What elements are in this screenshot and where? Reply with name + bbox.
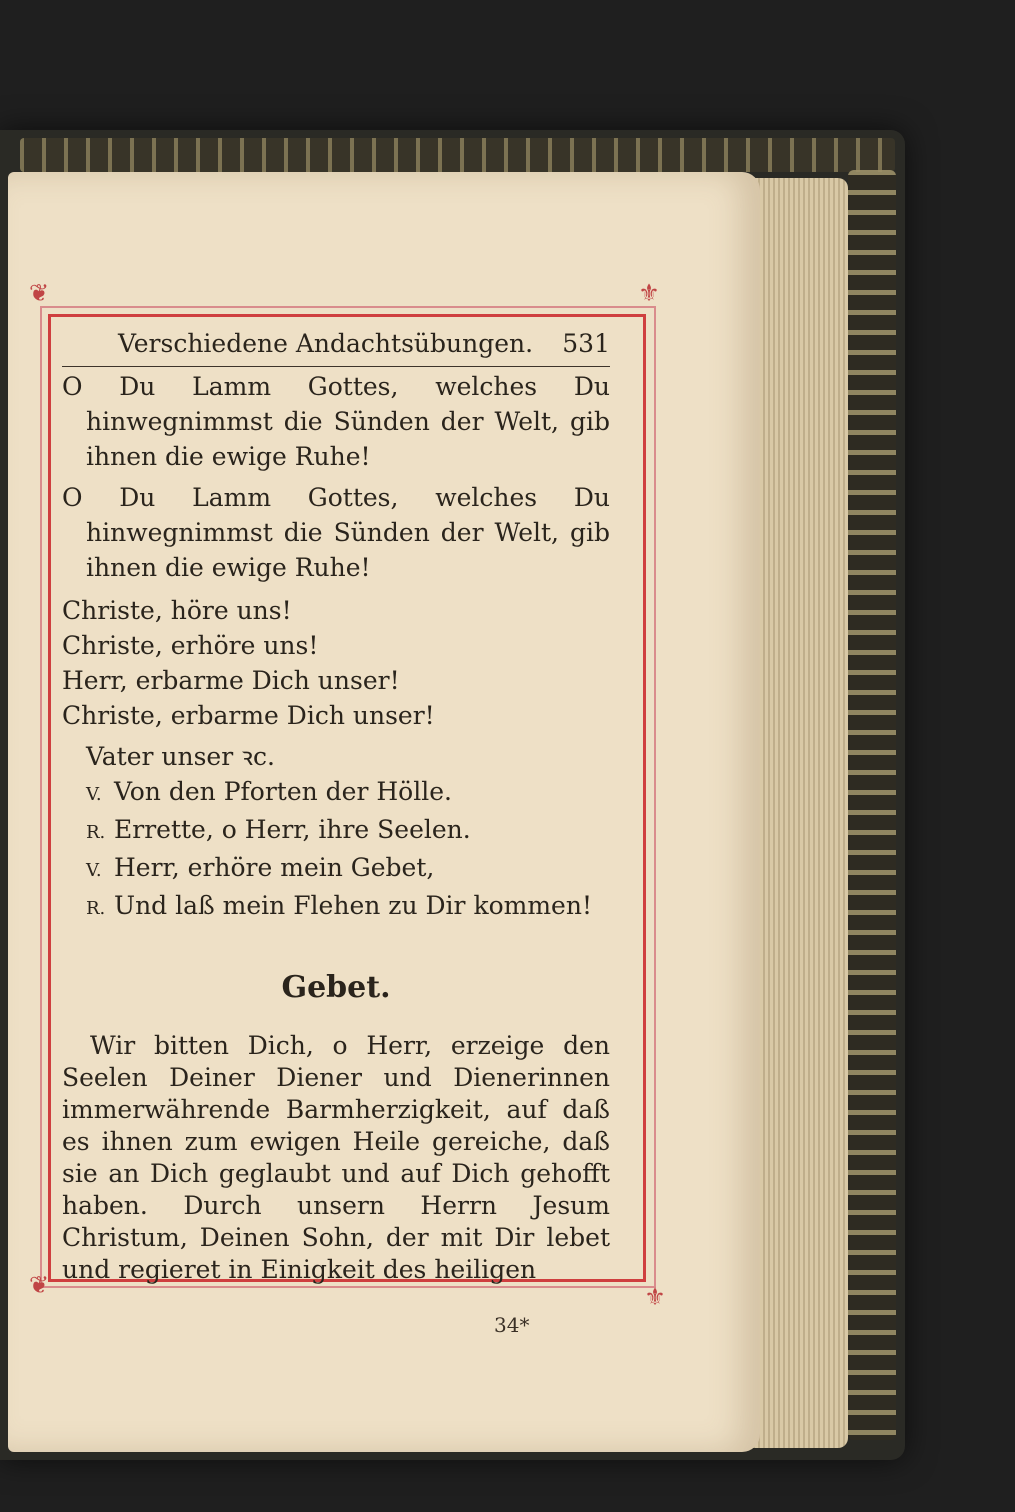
invocation-line: Herr, erbarme Dich unser! [62,666,400,695]
invocation-line: Christe, erhöre uns! [62,631,319,660]
response-tag: R. [86,898,106,919]
versicle-tag: V. [86,784,102,805]
versicle-text: Herr, erhöre mein Gebet, [114,853,435,882]
litany-verse: O Du Lamm Gottes, welches Du hinwegnimmst die Sünden der Welt, gib ihnen die ewige Ruhe! [62,372,610,471]
response-tag: R. [86,822,106,843]
cover-ornament-right [848,170,896,1440]
signature-mark: 34* [494,1313,530,1337]
running-header [62,322,610,367]
versicle-line [86,850,610,888]
header-title: Verschiedene Andachtsübungen. [118,329,534,358]
pater-noster-line: Vater unser ꝛc. [86,742,275,771]
response-text: Errette, o Herr, ihre Seelen. [114,815,471,844]
corner-ornament-icon: ❦ [28,1271,50,1299]
response-line [62,888,610,926]
versicle-line [86,774,610,812]
page-text [62,322,610,1311]
section-heading: Gebet. [281,970,391,1005]
cover-ornament-top [20,138,895,172]
corner-ornament-icon: ⚜ [638,279,660,307]
versicle-text: Von den Pforten der Hölle. [114,777,452,806]
page-number: 531 [562,329,610,358]
invocation-line: Christe, höre uns! [62,596,292,625]
versicle-tag: V. [86,860,102,881]
litany-verse: O Du Lamm Gottes, welches Du hinwegnimmst die Sünden der Welt, gib ihnen die ewige Ruhe! [62,483,610,582]
invocation-line: Christe, erbarme Dich unser! [62,701,435,730]
prayer-paragraph: Wir bitten Dich, o Herr, erzeige den Seelen Deiner Diener und Dienerinnen immerwährende Barmherzigkeit, auf daß es ihnen zum ewigen Heile gereiche, daß sie an Dich geglaubt und auf Dich gehofft haben. Durch unsern Herrn Jesum Christum, Deinen Sohn, der mit Dir lebet und regieret in Einigkeit des heiligen [62,1031,610,1284]
corner-ornament-icon: ❦ [28,279,50,307]
response-text: Und laß mein Flehen zu Dir kommen! [114,891,593,920]
response-line [86,812,610,850]
corner-ornament-icon: ⚜ [644,1283,666,1311]
